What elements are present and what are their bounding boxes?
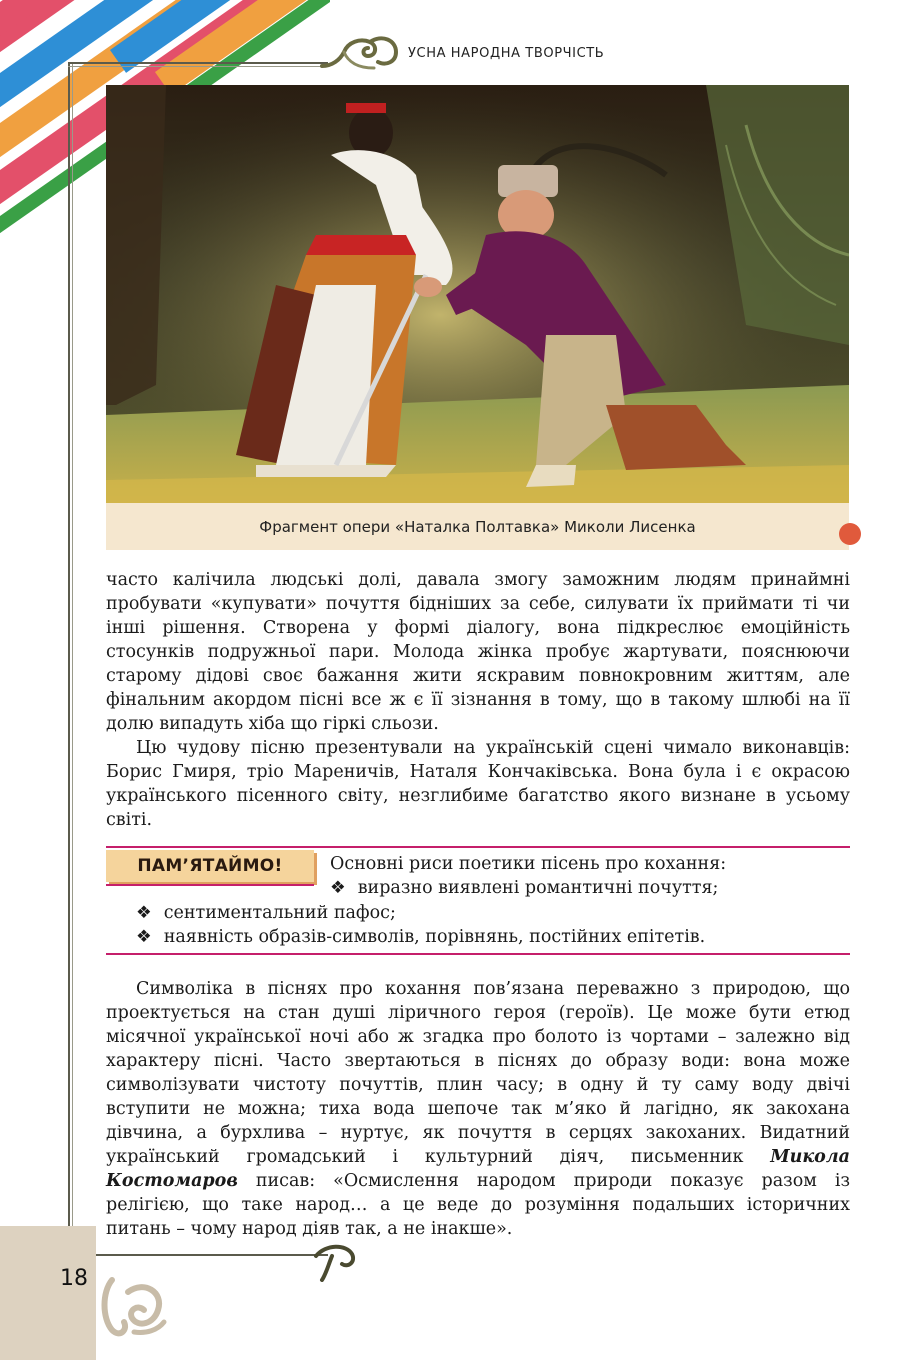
- memo-border-top: [106, 846, 850, 848]
- memo-item-text: наявність образів-символів, порівнянь, постійних епітетів.: [163, 927, 706, 947]
- memo-item-text: сентиментальний пафос;: [163, 903, 396, 923]
- photo-caption: [106, 503, 849, 550]
- paragraph-text: писав: «Осмислення народом природи показує разом із релігією, що таке народ… а це веде до розуміння подальших історичних питань – чому народ діяв так, а не інакше».: [106, 1171, 850, 1239]
- bullet-icon: ❖: [136, 903, 152, 923]
- frame-line: [72, 62, 73, 1256]
- memo-item-text: виразно виявлені романтичні почуття;: [357, 878, 719, 898]
- memo-label-underline: [106, 884, 314, 886]
- frame-line: [68, 62, 328, 64]
- footer-ornament-icon: [312, 1240, 360, 1282]
- frame-line: [68, 66, 328, 67]
- opera-photo: [106, 85, 849, 503]
- corner-ornament-icon: [98, 1272, 170, 1342]
- frame-line: [68, 62, 70, 1256]
- memo-label: ПАМ’ЯТАЙМО!: [106, 850, 314, 882]
- body-text-bottom: [106, 977, 850, 1241]
- memo-border-bottom: [106, 953, 850, 955]
- page-corner: [0, 1226, 96, 1360]
- frame-line: [68, 1254, 328, 1256]
- page-number: 18: [60, 1266, 88, 1291]
- bullet-icon: ❖: [136, 927, 152, 947]
- paragraph: часто калічила людські долі, давала змогу заможним людям принаймні пробувати «купувати» почуття бідніших за себе, силувати їх приймати ті чи інші рішення. Створена у формі діалогу, вона підкреслює емоційність стосунків подружньої пари. Молода жінка пробує жартувати, пояснюючи старому дідові своє бажання жити яскравим повнокровним життям, але фінальним акордом пісні все ж є її зізнання в тому, що в такому шлюбі на її долю випадуть хіба що гіркі сльози.: [106, 570, 850, 734]
- paragraph-text: Символіка в піснях про кохання пов’язана переважно з природою, що проектується на стан душі ліричного героя (героїв). Це може бути етюд місячної української ночі або ж згадка про болото із чортами – залежно від характеру пісні. Часто звертаються в піснях до образу води: вона може символізувати чистоту почуттів, плин часу; в одну й ту саму воду двічі вступити не можна; тиха вода шепоче так м’яко й лагідно, як закохана дівчина, а бурхлива – нуртує, як почуття в серцях закоханих. Видатний український громадський і культурний діяч, письменник: [106, 979, 850, 1167]
- decorative-dot: [839, 523, 861, 545]
- paragraph: Цю чудову пісню презентували на українській сцені чимало виконавців: Борис Гмиря, тріо Мареничів, Наталя Кончаківська. Вона була і є окрасою українського пісенного світу, незглибиме багатство якого визнане в усьому світі.: [106, 738, 850, 830]
- header-ornament-icon: [318, 30, 402, 78]
- running-title: УСНА НАРОДНА ТВОРЧІСТЬ: [408, 46, 605, 61]
- body-text-top: [106, 568, 850, 832]
- memo-item: [136, 925, 705, 949]
- memo-item: [330, 876, 718, 900]
- caption-text: Фрагмент опери «Наталка Полтавка» Миколи Лисенка: [259, 517, 696, 536]
- paragraph: [106, 977, 850, 1241]
- memo-intro: Основні риси поетики пісень про кохання:: [330, 854, 727, 874]
- memo-item: [136, 901, 396, 925]
- author-name: Микола Костомаров: [106, 1147, 850, 1191]
- bullet-icon: ❖: [330, 878, 346, 898]
